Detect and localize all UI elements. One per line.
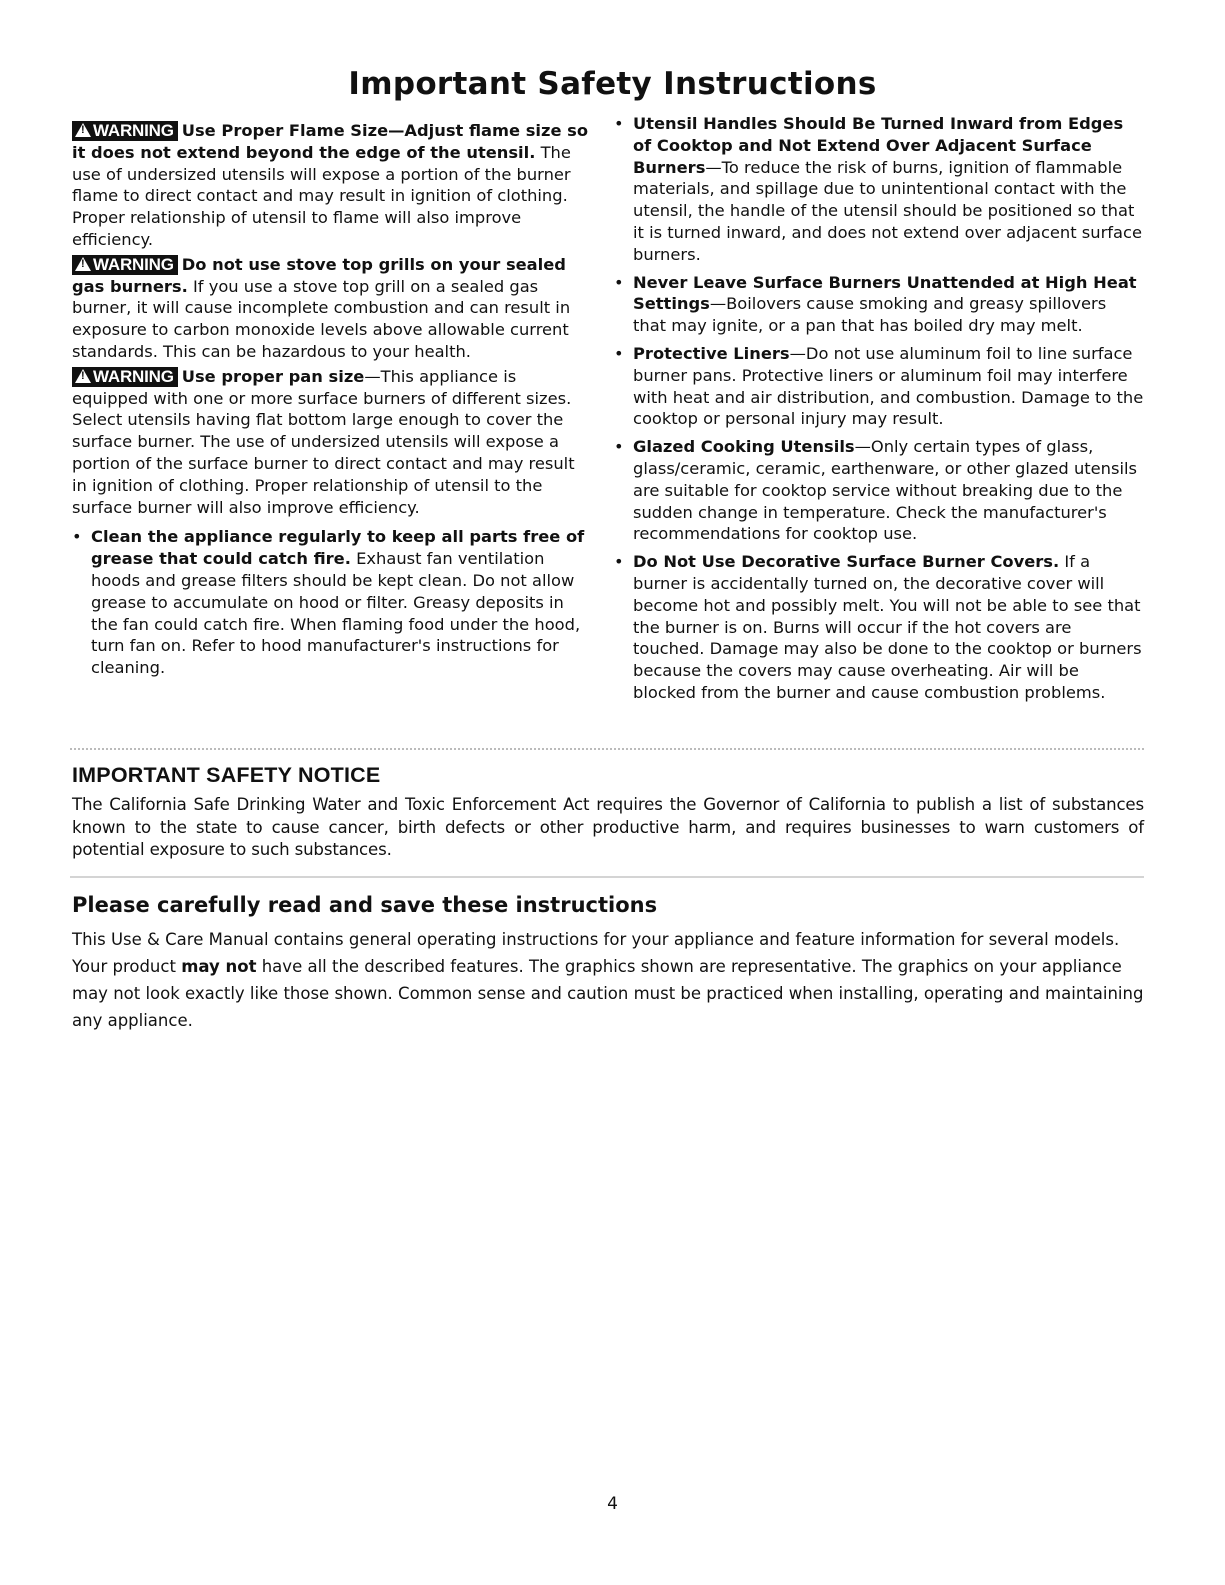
- read-instructions-text: This Use & Care Manual contains general operating instructions for your appliance and feature information for several models. Your product: [72, 930, 1120, 976]
- list-item: [614, 551, 1144, 704]
- left-bullet-list: [72, 526, 590, 679]
- bullet-text: —To reduce the risk of burns, ignition of flammable materials, and spillage due to unintentional contact with the utensil, the handle of the utensil should be positioned so that it is turned inward, and does not extend over adjacent surface burners.: [633, 157, 1142, 264]
- list-item: [72, 526, 590, 679]
- warning-stove-grills-text: If you use a stove top grill on a sealed gas burner, it will cause incomplete combustion and can result in exposure to carbon monoxide levels above allowable current standards. This can be hazardous to your health.: [72, 276, 571, 361]
- bullet-icon: •: [614, 437, 624, 457]
- warning-pan-size-heading: Use proper pan size: [181, 366, 365, 386]
- page-number: 4: [607, 1494, 618, 1514]
- read-instructions-heading: Please carefully read and save these instructions: [72, 893, 658, 917]
- bullet-heading: Glazed Cooking Utensils: [633, 437, 855, 457]
- bullet-text: If a burner is accidentally turned on, the decorative cover will become hot and possibly melt. You will not be able to see that the burner is on. Burns will occur if the hot covers are touched. Damage may also be done to the cooktop or burners because the covers may cause overheating. Air will be blocked from the burner and cause combustion problems.: [633, 552, 1142, 702]
- warning-badge: [72, 367, 178, 387]
- list-item: [614, 272, 1144, 337]
- safety-notice-body: The California Safe Drinking Water and Toxic Enforcement Act requires the Governor of California to publish a list of substances known to the state to cause cancer, birth defects or other productive harm, and requires businesses to warn customers of potential exposure to such substances.: [72, 795, 1144, 859]
- warning-flame-size: [72, 120, 590, 251]
- section-divider: [70, 748, 1144, 750]
- bullet-icon: •: [72, 527, 82, 547]
- left-column: [72, 120, 590, 685]
- bullet-heading: Utensil Handles Should Be Turned Inward from Edges of Cooktop and Not Extend Over Adjacent Surface Burners: [633, 114, 1124, 177]
- bullet-heading: Clean the appliance regularly to keep all parts free of grease that could catch fire.: [91, 527, 585, 569]
- bullet-icon: •: [614, 552, 624, 572]
- read-instructions-emphasis: may not: [181, 957, 257, 976]
- bullet-icon: •: [614, 343, 624, 363]
- warning-badge-label: WARNING: [93, 121, 174, 140]
- bullet-text: —Only certain types of glass, glass/ceramic, ceramic, earthenware, or other glazed utensils are suitable for cooktop service without breaking due to the sudden change in temperature. Check the manufacturer's recommendations for cooktop use.: [633, 437, 1137, 544]
- warning-triangle-icon: [75, 369, 91, 383]
- warning-badge-label: WARNING: [93, 254, 174, 274]
- warning-pan-size-text: —This appliance is equipped with one or more surface burners of different sizes. Select utensils having flat bottom large enough to cover the surface burner. The use of undersized utensils will expose a portion of the surface burner to direct contact and may result in ignition of clothing. Proper relationship of utensil to the surface burner will also improve efficiency.: [72, 366, 575, 517]
- warning-badge: [72, 255, 178, 275]
- warning-flame-size-text: The use of undersized utensils will expose a portion of the burner flame to direct contact and may result in ignition of clothing. Proper relationship of utensil to flame will also improve efficiency.: [72, 142, 571, 249]
- list-item: [614, 436, 1144, 545]
- section-divider: [70, 876, 1144, 878]
- bullet-heading: Never Leave Surface Burners Unattended at High Heat Settings: [633, 272, 1137, 314]
- warning-stove-grills-heading: Do not use stove top grills on your sealed gas burners.: [72, 254, 566, 296]
- page-title: Important Safety Instructions: [348, 66, 877, 102]
- safety-notice-heading: IMPORTANT SAFETY NOTICE: [72, 763, 381, 787]
- bullet-heading: Protective Liners: [633, 343, 790, 363]
- bullet-heading: Do Not Use Decorative Surface Burner Covers.: [633, 552, 1060, 572]
- warning-triangle-icon: [75, 123, 91, 137]
- warning-pan-size: [72, 366, 590, 519]
- read-instructions-body: [72, 926, 1144, 1034]
- bullet-icon: •: [614, 272, 624, 292]
- warning-badge-label: WARNING: [93, 366, 174, 386]
- read-instructions-text: have all the described features. The graphics shown are representative. The graphics on your appliance may not look exactly like those shown. Common sense and caution must be practiced when installing, operating and maintaining any appliance.: [72, 957, 1144, 1030]
- warning-badge: [72, 121, 178, 141]
- warning-triangle-icon: [75, 257, 91, 271]
- bullet-text: —Boilovers cause smoking and greasy spillovers that may ignite, or a pan that has boiled dry may melt.: [633, 294, 1107, 336]
- right-column: [614, 113, 1144, 710]
- right-bullet-list: [614, 113, 1144, 704]
- warning-stove-grills: [72, 254, 590, 363]
- list-item: [614, 113, 1144, 266]
- warning-flame-size-heading: Use Proper Flame Size—Adjust flame size so it does not extend beyond the edge of the utensil.: [72, 121, 589, 162]
- bullet-icon: •: [614, 114, 624, 133]
- list-item: [614, 343, 1144, 430]
- bullet-text: Exhaust fan ventilation hoods and grease filters should be kept clean. Do not allow grease to accumulate on hood or filter. Greasy deposits in the fan could catch fire. When flaming food under the hood, turn fan on. Refer to hood manufacturer's instructions for cleaning.: [91, 549, 581, 678]
- bullet-text: —Do not use aluminum foil to line surface burner pans. Protective liners or aluminum foil may interfere with heat and air distribution, and combustion. Damage to the cooktop or personal injury may result.: [633, 343, 1144, 429]
